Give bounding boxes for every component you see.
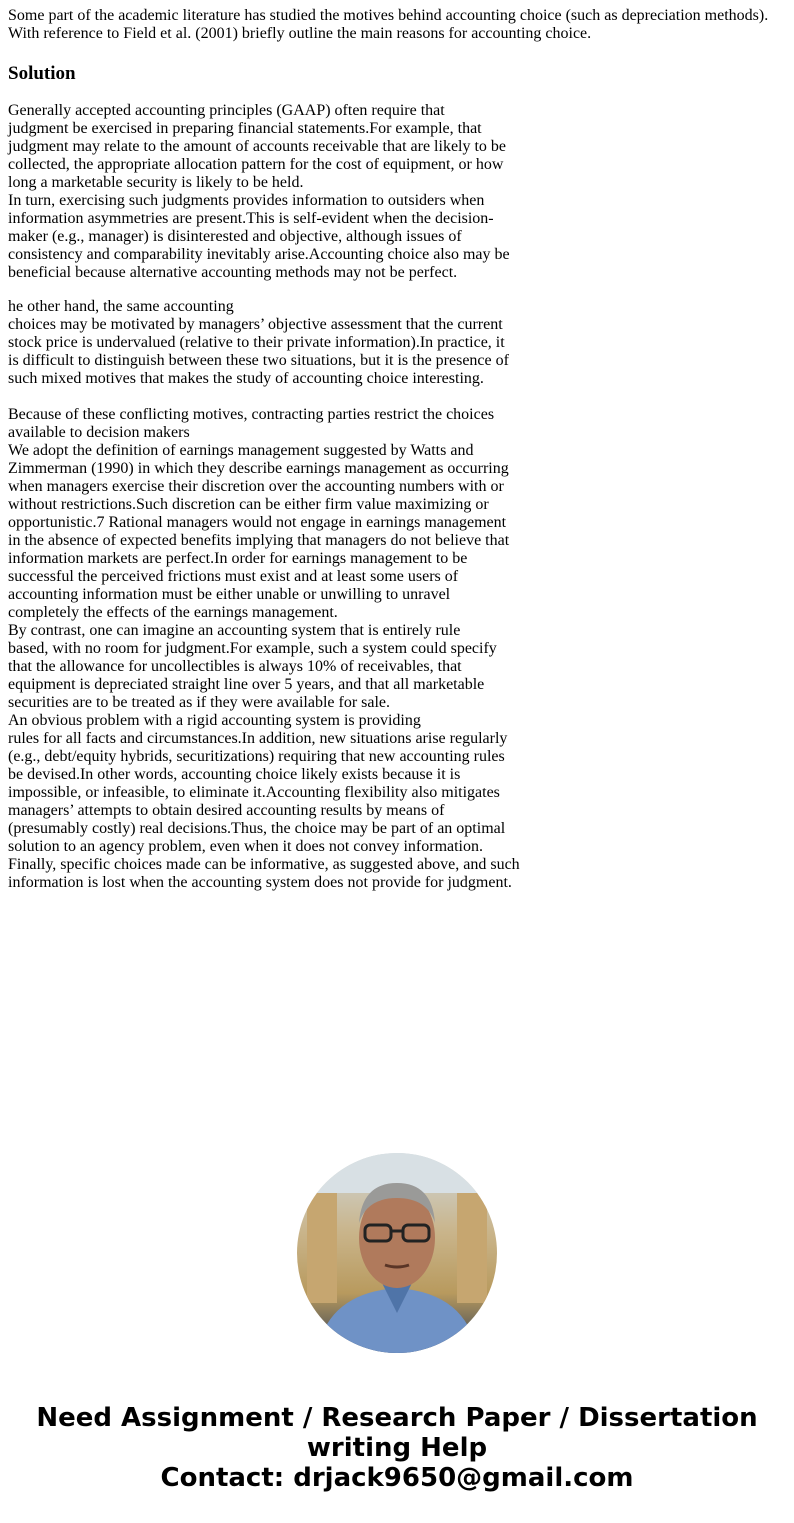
text-line: Some part of the academic literature has studied the motives behind accounting choice (such as depreciation methods).	[8, 7, 769, 24]
text-line: opportunistic.7 Rational managers would not engage in earnings management	[8, 514, 507, 531]
text-line: such mixed motives that makes the study of accounting choice interesting.	[8, 370, 484, 387]
text-line: With reference to Field et al. (2001) briefly outline the main reasons for accounting choice.	[8, 25, 592, 42]
footer-line: Need Assignment / Research Paper / Dissertation	[36, 1403, 758, 1433]
text-line: he other hand, the same accounting	[8, 298, 234, 315]
text-line: in the absence of expected benefits implying that managers do not believe that	[8, 532, 510, 549]
text-line: Because of these conflicting motives, contracting parties restrict the choices	[8, 406, 495, 423]
text-line: An obvious problem with a rigid accounting system is providing	[8, 712, 421, 729]
text-line: impossible, or infeasible, to eliminate it.Accounting flexibility also mitigates	[8, 784, 500, 801]
text-line: (presumably costly) real decisions.Thus, the choice may be part of an optimal	[8, 820, 506, 837]
text-line: rules for all facts and circumstances.In addition, new situations arise regularly	[8, 730, 508, 747]
text-line: completely the effects of the earnings management.	[8, 604, 338, 621]
text-line: We adopt the definition of earnings management suggested by Watts and	[8, 442, 474, 459]
solution-heading: Solution	[8, 63, 76, 84]
text-line: managers’ attempts to obtain desired accounting results by means of	[8, 802, 445, 819]
text-line: judgment be exercised in preparing financial statements.For example, that	[8, 120, 482, 137]
text-line: By contrast, one can imagine an accounting system that is entirely rule	[8, 622, 461, 639]
text-line: available to decision makers	[8, 424, 190, 441]
text-line: beneficial because alternative accounting methods may not be perfect.	[8, 264, 458, 281]
footer-line: writing Help	[306, 1433, 488, 1463]
footer-contact: Contact: drjack9650@gmail.com	[160, 1463, 634, 1493]
text-line: In turn, exercising such judgments provides information to outsiders when	[8, 192, 485, 209]
text-line: information is lost when the accounting system does not provide for judgment.	[8, 874, 512, 891]
solution-paragraph-1	[8, 102, 788, 282]
text-line: successful the perceived frictions must exist and at least some users of	[8, 568, 459, 585]
text-line: is difficult to distinguish between these two situations, but it is the presence of	[8, 352, 509, 369]
text-line: (e.g., debt/equity hybrids, securitizations) requiring that new accounting rules	[8, 748, 505, 765]
contact-banner	[0, 1403, 794, 1493]
text-line: choices may be motivated by managers’ objective assessment that the current	[8, 316, 503, 333]
text-line: be devised.In other words, accounting choice likely exists because it is	[8, 766, 461, 783]
text-line: equipment is depreciated straight line over 5 years, and that all marketable	[8, 676, 485, 693]
text-line: consistency and comparability inevitably arise.Accounting choice also may be	[8, 246, 510, 263]
text-line: maker (e.g., manager) is disinterested and objective, although issues of	[8, 228, 462, 245]
text-line: when managers exercise their discretion over the accounting numbers with or	[8, 478, 504, 495]
text-line: collected, the appropriate allocation pattern for the cost of equipment, or how	[8, 156, 504, 173]
text-line: information markets are perfect.In order for earnings management to be	[8, 550, 468, 567]
text-line: that the allowance for uncollectibles is always 10% of receivables, that	[8, 658, 462, 675]
text-line: Finally, specific choices made can be informative, as suggested above, and such	[8, 856, 520, 873]
author-photo	[297, 1153, 497, 1353]
text-line: accounting information must be either unable or unwilling to unravel	[8, 586, 451, 603]
text-line: judgment may relate to the amount of accounts receivable that are likely to be	[8, 138, 507, 155]
text-line: securities are to be treated as if they were available for sale.	[8, 694, 391, 711]
question-text	[8, 7, 788, 43]
text-line: Zimmerman (1990) in which they describe earnings management as occurring	[8, 460, 509, 477]
text-line: without restrictions.Such discretion can be either firm value maximizing or	[8, 496, 489, 513]
text-line: solution to an agency problem, even when it does not convey information.	[8, 838, 483, 855]
solution-paragraph-2	[8, 298, 788, 388]
text-line: Generally accepted accounting principles (GAAP) often require that	[8, 102, 445, 119]
text-line: information asymmetries are present.This is self-evident when the decision-	[8, 210, 494, 227]
text-line: based, with no room for judgment.For example, such a system could specify	[8, 640, 497, 657]
solution-paragraph-3	[8, 406, 788, 892]
text-line: stock price is undervalued (relative to their private information).In practice, it	[8, 334, 505, 351]
text-line: long a marketable security is likely to be held.	[8, 174, 304, 191]
